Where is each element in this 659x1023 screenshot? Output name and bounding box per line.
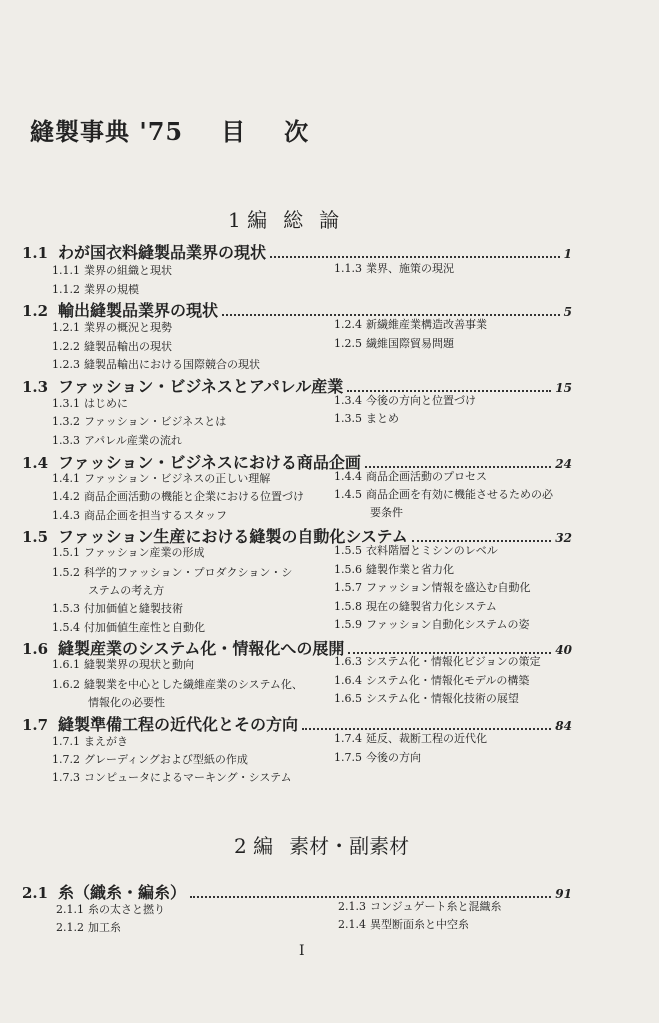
part-2-name: 素材・副素材 — [289, 834, 410, 858]
section-item: 1.4.4 商品企画活動のプロセス — [334, 470, 487, 483]
chapter-number: 1.6 — [22, 640, 49, 658]
section-item: 1.5.4 付加価値生産性と自動化 — [52, 621, 205, 634]
section-item: 1.5.8 現在の縫製省力化システム — [334, 600, 497, 613]
chapter-number: 1.2 — [22, 302, 49, 320]
section-item: 1.2.3 縫製品輸出における国際競合の現状 — [52, 358, 260, 371]
section-item: 1.7.4 延反、裁断工程の近代化 — [334, 732, 487, 745]
chapter-1-1[interactable] — [22, 240, 572, 263]
section-item: 2.1.3 コンジュゲート糸と混織糸 — [338, 900, 502, 913]
chapter-page: 91 — [555, 887, 572, 901]
part-1-name-2: 論 — [319, 208, 340, 232]
chapter-title: わが国衣料縫製品業界の現状 — [58, 243, 267, 262]
chapter-page: 40 — [555, 643, 572, 657]
chapter-title: 輸出縫製品業界の現状 — [58, 301, 219, 320]
section-item: 1.6.4 システム化・情報化モデルの構築 — [334, 674, 530, 687]
chapter-page: 5 — [563, 305, 572, 319]
chapter-title: 縫製準備工程の近代化とその方向 — [58, 715, 299, 734]
chapter-1-7[interactable] — [22, 712, 572, 735]
section-item: 1.7.5 今後の方向 — [334, 751, 421, 764]
chapter-page: 15 — [555, 381, 572, 395]
section-item: 1.4.2 商品企画活動の機能と企業における位置づけ — [52, 490, 304, 503]
chapter-page: 84 — [555, 719, 572, 733]
part-2-number: 2 編 — [234, 834, 274, 858]
section-item: 1.6.1 縫製業界の現状と動向 — [52, 658, 194, 671]
section-item: 1.6.5 システム化・情報化技術の展望 — [334, 692, 519, 705]
section-item: 1.3.4 今後の方向と位置づけ — [334, 394, 476, 407]
section-item: 1.6.3 システム化・情報化ビジョンの策定 — [334, 655, 541, 668]
section-item: 1.1.1 業界の組織と現状 — [52, 264, 172, 277]
section-item-continued: ステムの考え方 — [88, 584, 165, 597]
chapter-1-3[interactable] — [22, 374, 572, 397]
leader-dots — [365, 465, 551, 468]
part-1-number: 1 編 — [228, 208, 268, 232]
section-item: 1.4.5 商品企画を有効に機能させるための必 — [334, 488, 553, 501]
section-item: 1.3.2 ファッション・ビジネスとは — [52, 415, 227, 428]
page-number: I — [299, 943, 305, 959]
section-item: 1.2.5 繊維国際貿易問題 — [334, 337, 454, 350]
part-1-name-1: 総 — [283, 208, 304, 232]
section-item: 2.1.4 異型断面糸と中空糸 — [338, 918, 469, 931]
part-2-heading — [234, 830, 425, 859]
part-1-heading — [228, 204, 355, 233]
section-item: 1.4.1 ファッション・ビジネスの正しい理解 — [52, 472, 271, 485]
section-item: 1.7.2 グレーディングおよび型紙の作成 — [52, 753, 248, 766]
section-item: 2.1.2 加工糸 — [56, 921, 121, 934]
leader-dots — [302, 727, 551, 730]
section-item: 2.1.1 糸の太さと撚り — [56, 903, 165, 916]
chapter-page: 1 — [563, 247, 572, 261]
chapter-page: 24 — [555, 457, 572, 471]
chapter-1-2[interactable] — [22, 298, 572, 321]
title-text: 縫製事典 '75 — [30, 117, 184, 146]
leader-dots — [412, 539, 552, 542]
leader-dots — [270, 255, 560, 258]
section-item: 1.5.7 ファッション情報を盛込む自動化 — [334, 581, 531, 594]
chapter-title: 縫製産業のシステム化・情報化への展開 — [58, 639, 345, 658]
section-item: 1.4.3 商品企画を担当するスタッフ — [52, 509, 227, 522]
section-item: 1.5.9 ファッション自動化システムの姿 — [334, 618, 530, 631]
section-item: 1.5.6 縫製作業と省力化 — [334, 563, 454, 576]
section-item: 1.5.3 付加価値と縫製技術 — [52, 602, 183, 615]
title-mokuji-1: 目 — [221, 117, 247, 146]
section-item: 1.5.1 ファッション産業の形成 — [52, 546, 205, 559]
chapter-number: 1.1 — [22, 244, 49, 262]
chapter-number: 1.7 — [22, 716, 49, 734]
page-title — [30, 112, 347, 147]
section-item: 1.5.5 衣料階層とミシンのレベル — [334, 544, 498, 557]
section-item: 1.2.1 業界の概況と現勢 — [52, 321, 172, 334]
section-item: 1.7.3 コンピュータによるマーキング・システム — [52, 771, 292, 784]
chapter-title: ファッション・ビジネスとアパレル産業 — [58, 377, 344, 396]
section-item: 1.7.1 まえがき — [52, 735, 128, 748]
chapter-title: ファッション・ビジネスにおける商品企画 — [58, 453, 361, 472]
title-mokuji-2: 次 — [284, 117, 310, 146]
leader-dots — [348, 651, 551, 654]
section-item: 1.3.5 まとめ — [334, 412, 399, 425]
section-item: 1.5.2 科学的ファッション・プロダクション・シ — [52, 566, 293, 579]
leader-dots — [190, 895, 551, 898]
section-item: 1.1.3 業界、施策の現況 — [334, 262, 454, 275]
leader-dots — [347, 389, 551, 392]
section-item-continued: 要条件 — [370, 506, 403, 519]
section-item: 1.3.3 アパレル産業の流れ — [52, 434, 182, 447]
leader-dots — [222, 313, 560, 316]
chapter-number: 2.1 — [22, 884, 49, 902]
section-item: 1.2.4 新繊維産業構造改善事業 — [334, 318, 487, 331]
chapter-1-4[interactable] — [22, 450, 572, 473]
section-item-continued: 情報化の必要性 — [88, 696, 165, 709]
chapter-number: 1.3 — [22, 378, 49, 396]
chapter-number: 1.5 — [22, 528, 49, 546]
section-item: 1.1.2 業界の規模 — [52, 283, 139, 296]
chapter-page: 32 — [555, 531, 572, 545]
chapter-title: 糸（織糸・編糸） — [58, 883, 187, 902]
section-item: 1.2.2 縫製品輸出の現状 — [52, 340, 172, 353]
chapter-title: ファッション生産における縫製の自動化システム — [58, 527, 408, 546]
chapter-number: 1.4 — [22, 454, 49, 472]
section-item: 1.3.1 はじめに — [52, 397, 128, 410]
section-item: 1.6.2 縫製業を中心とした繊維産業のシステム化、 — [52, 678, 303, 691]
